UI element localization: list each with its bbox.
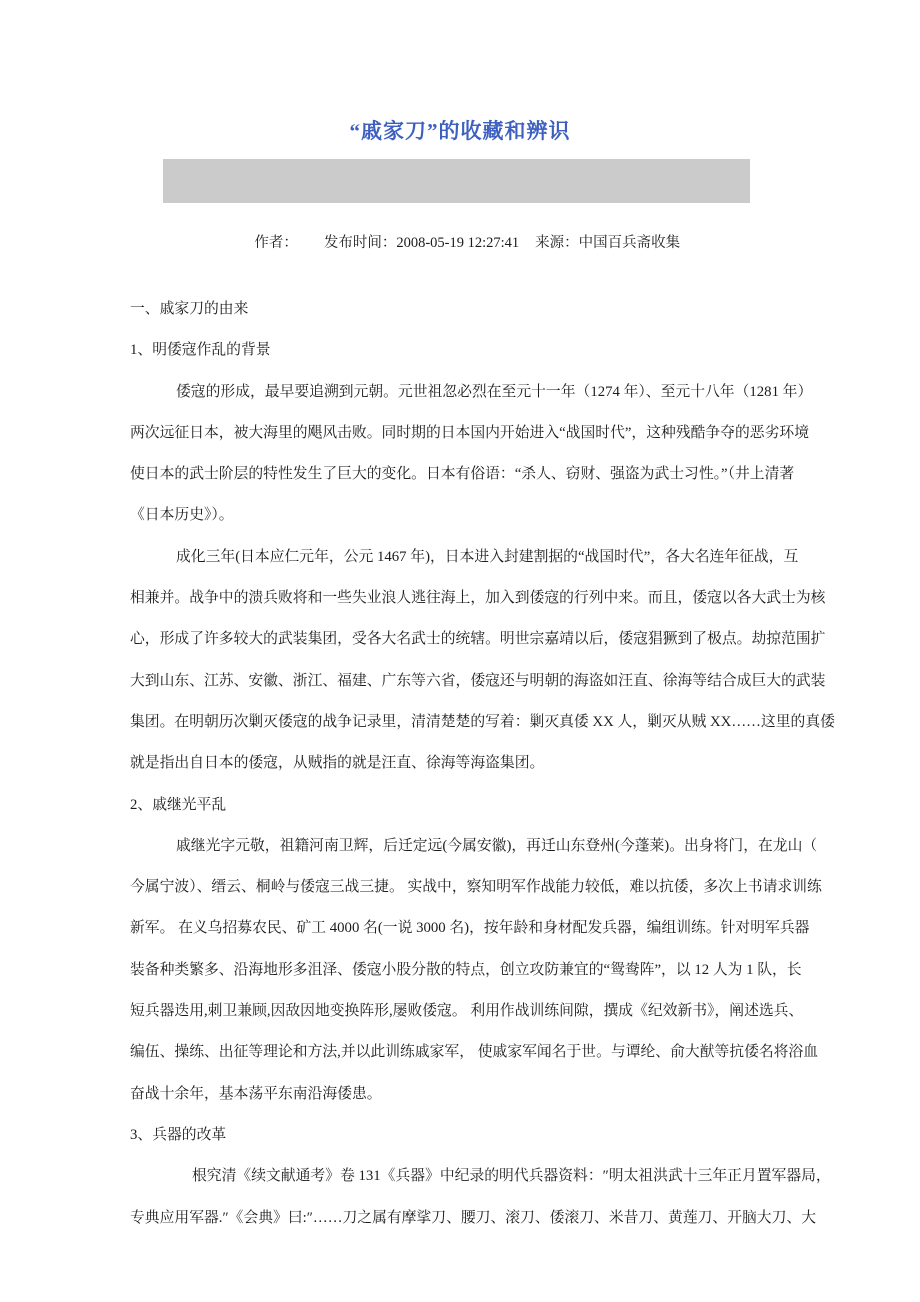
paragraph-line: 今属宁波）、缙云、桐岭与倭寇三战三捷。 实战中，察知明军作战能力较低，难以抗倭，多次上书请求训练 [130, 879, 822, 896]
section-heading: 3、兵器的改革 [130, 1126, 227, 1143]
paragraph-line: 装备种类繁多、沿海地形多沮泽、倭寇小股分散的特点，创立攻防兼宜的“鸳鸯阵”，以 12 人为 1 队，长 [130, 961, 802, 978]
paragraph-line: 大到山东、江苏、安徽、浙江、福建、广东等六省，倭寇还与明朝的海盗如汪直、徐海等结合成巨大的武装 [130, 672, 826, 689]
paragraph-line: 集团。在明朝历次剿灭倭寇的战争记录里，清清楚楚的写着：剿灭真倭 XX 人，剿灭从贼 XX……这里的真倭 [130, 713, 835, 730]
paragraph-line: 心，形成了许多较大的武装集团，受各大名武士的统辖。明世宗嘉靖以后，倭寇猖獗到了极点。劫掠范围扩 [130, 631, 826, 648]
paragraph-line: 奋战十余年，基本荡平东南沿海倭患。 [130, 1085, 382, 1102]
banner-image-placeholder [163, 159, 750, 203]
paragraph-line: 戚继光字元敬，祖籍河南卫辉，后迁定远(今属安徽)，再迁山东登州(今蓬莱)。出身将门，在龙山（ [176, 837, 818, 854]
publish-label: 发布时间： [323, 235, 397, 251]
paragraph-line: 专典应用军器.″《会典》曰:″……刀之属有摩挲刀、腰刀、滚刀、倭滚刀、米昔刀、黄莲刀、开脑大刀、大 [130, 1209, 816, 1226]
author-label: 作者： [254, 235, 298, 251]
paragraph-line: 倭寇的形成，最早要追溯到元朝。元世祖忽必烈在至元十一年（1274 年）、至元十八年（1281 年） [176, 383, 813, 400]
article-body [130, 289, 835, 1239]
section-heading: 一、戚家刀的由来 [130, 301, 249, 317]
paragraph-line: 成化三年(日本应仁元年，公元 1467 年)，日本进入封建割据的“战国时代”，各大名连年征战，互 [176, 548, 799, 565]
paragraph-line: 使日本的武士阶层的特性发生了巨大的变化。日本有俗语：“杀人、窃财、强盗为武士习性。”（井上清著 [130, 466, 795, 483]
paragraph-line: 就是指出自日本的倭寇，从贼指的就是汪直、徐海等海盗集团。 [130, 755, 545, 772]
paragraph-line: 《日本历史》）。 [130, 507, 234, 524]
page-title: “戚家刀”的收藏和辨识 [349, 119, 571, 143]
paragraph-line: 编伍、操练、出征等理论和方法,并以此训练戚家军， 使戚家军闻名于世。与谭纶、俞大猷等抗倭名将浴血 [130, 1044, 819, 1061]
source-value: 中国百兵斋收集 [578, 235, 681, 251]
paragraph-line: 相兼并。战争中的溃兵败将和一些失业浪人逃往海上，加入到倭寇的行列中来。而且，倭寇以各大武士为核 [130, 590, 826, 607]
publish-value: 2008-05-19 12:27:41 [396, 235, 520, 251]
source-label: 来源： [535, 235, 579, 251]
paragraph-line: 短兵器迭用,刺卫兼顾,因敌因地变换阵形,屡败倭寇。 利用作战训练间隙，撰成《纪效新书》，阐述选兵、 [130, 1003, 804, 1020]
paragraph-line: 新军。 在义乌招募农民、矿工 4000 名(一说 3000 名)，按年龄和身材配发兵器，编组训练。针对明军兵器 [130, 920, 810, 937]
meta-line [0, 215, 920, 272]
section-heading: 1、明倭寇作乱的背景 [130, 342, 271, 359]
section-heading: 2、戚继光平乱 [130, 796, 227, 813]
paragraph-line: 根究清《续文献通考》卷 131《兵器》中纪录的明代兵器资料：″明太祖洪武十三年正月置军器局， [192, 1168, 831, 1185]
paragraph-line: 两次远征日本，被大海里的飓风击败。同时期的日本国内开始进入“战国时代”，这种残酷争夺的恶劣环境 [130, 424, 809, 441]
